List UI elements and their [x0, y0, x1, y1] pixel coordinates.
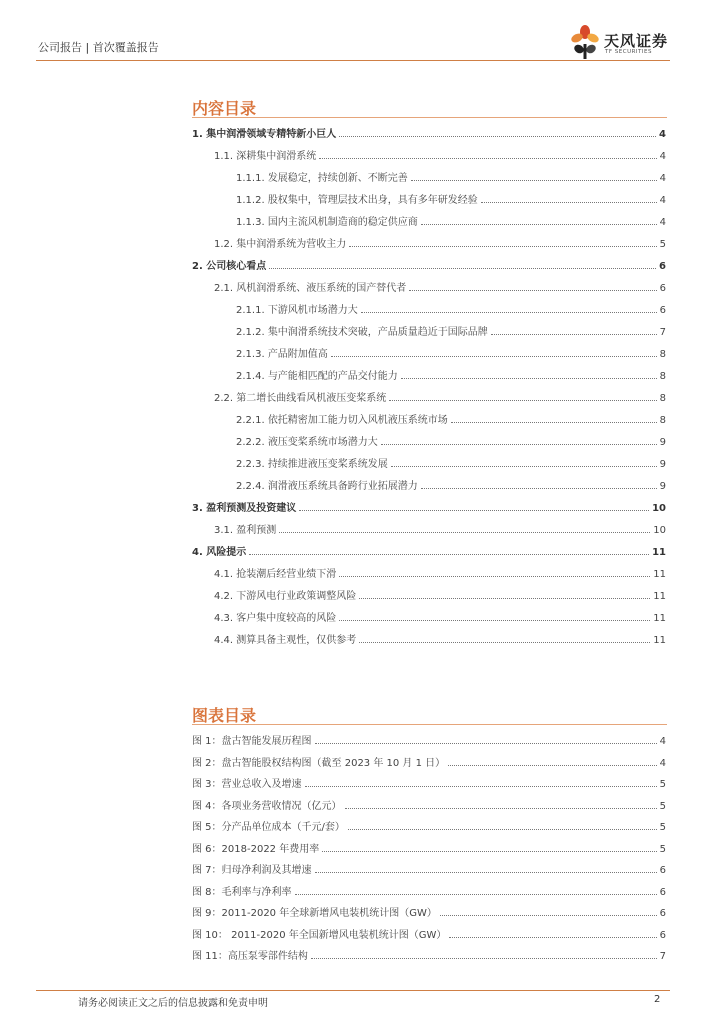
figure-leader-dots	[345, 808, 657, 809]
toc-item-page: 9	[659, 437, 666, 448]
toc-item-number: 2.1.3.	[236, 349, 265, 360]
toc-leader-dots	[381, 444, 657, 445]
toc-item-number: 2.2.1.	[236, 415, 265, 426]
toc-item[interactable]	[214, 562, 666, 580]
toc-item[interactable]	[214, 232, 666, 250]
toc-leader-dots	[331, 356, 657, 357]
figure-item-page: 6	[659, 908, 666, 919]
toc-item[interactable]	[214, 276, 666, 294]
toc-leader-dots	[359, 598, 650, 599]
figure-item[interactable]	[192, 751, 666, 769]
figure-item[interactable]	[192, 858, 666, 876]
company-logo	[568, 24, 678, 60]
figure-leader-dots	[348, 829, 657, 830]
toc-item[interactable]	[236, 364, 666, 382]
toc-item-page: 11	[653, 613, 666, 624]
toc-leader-dots	[421, 488, 657, 489]
toc-item-label	[236, 213, 418, 228]
toc-item-label	[236, 301, 358, 316]
toc-item-number: 3.	[192, 503, 203, 514]
toc-item-number: 2.1.1.	[236, 305, 265, 316]
figure-item[interactable]	[192, 837, 666, 855]
toc-item-number: 2.2.3.	[236, 459, 265, 470]
figure-item-text: 图 4：各项业务营收情况（亿元）	[192, 800, 342, 812]
toc-item-page: 8	[659, 371, 666, 382]
toc-item-page: 4	[659, 151, 666, 162]
toc-item-number: 2.2.2.	[236, 437, 265, 448]
header-divider	[36, 60, 670, 61]
toc-item[interactable]	[236, 188, 666, 206]
figure-item-page: 6	[659, 865, 666, 876]
figure-leader-dots	[315, 872, 657, 873]
toc-item-page: 4	[659, 129, 666, 140]
toc-item-number: 4.3.	[214, 613, 234, 624]
toc-item[interactable]	[236, 210, 666, 228]
toc-item-number: 4.4.	[214, 635, 234, 646]
toc-item[interactable]	[236, 430, 666, 448]
report-type-label: 公司报告 | 首次覆盖报告	[38, 41, 159, 54]
toc-item[interactable]	[192, 540, 666, 558]
toc-item-text: 与产能相匹配的产品交付能力	[267, 371, 398, 382]
toc-leader-dots	[339, 620, 650, 621]
toc-item-number: 4.	[192, 547, 203, 558]
toc-item-number: 2.1.	[214, 283, 234, 294]
page-number: 2	[654, 994, 661, 1005]
toc-item-number: 2.2.	[214, 393, 234, 404]
toc-item-label	[214, 609, 336, 624]
toc-item-label	[236, 169, 408, 184]
figure-item[interactable]	[192, 901, 666, 919]
figure-item-text: 图 10： 2011-2020 年全国新增风电装机统计图（GW）	[192, 929, 447, 941]
figures-title-rule	[192, 724, 667, 725]
toc-item-page: 7	[659, 327, 666, 338]
toc-title: 内容目录	[192, 99, 257, 118]
figure-item-text: 图 6：2018-2022 年费用率	[192, 843, 320, 855]
toc-leader-dots	[249, 554, 649, 555]
toc-item-page: 11	[653, 635, 666, 646]
toc-leader-dots	[491, 334, 657, 335]
toc-leader-dots	[451, 422, 657, 423]
toc-item-label	[236, 191, 478, 206]
toc-item-page: 4	[659, 217, 666, 228]
toc-leader-dots	[401, 378, 657, 379]
toc-item[interactable]	[236, 298, 666, 316]
toc-title-rule	[192, 117, 667, 118]
toc-item-text: 公司核心看点	[206, 261, 267, 272]
toc-leader-dots	[339, 576, 650, 577]
footer-divider	[36, 990, 670, 991]
toc-leader-dots	[279, 532, 650, 533]
toc-item-text: 盈利预测及投资建议	[206, 503, 297, 514]
toc-item-page: 10	[653, 525, 666, 536]
toc-item-text: 股权集中，管理层技术出身，具有多年研发经验	[267, 195, 478, 206]
logo-subtitle: TF SECURITIES	[605, 49, 652, 55]
toc-item[interactable]	[214, 518, 666, 536]
toc-item-label	[192, 125, 336, 140]
toc-leader-dots	[299, 510, 649, 511]
figure-item-page: 4	[659, 736, 666, 747]
toc-item-text: 下游风电行业政策调整风险	[236, 591, 357, 602]
toc-item-text: 产品附加值高	[267, 349, 328, 360]
toc-item-text: 集中润滑领域专精特新小巨人	[206, 129, 337, 140]
toc-item-page: 5	[659, 239, 666, 250]
toc-leader-dots	[481, 202, 657, 203]
toc-item-label	[192, 257, 266, 272]
toc-item-number: 1.	[192, 129, 203, 140]
toc-item-text: 第二增长曲线看风机液压变桨系统	[236, 393, 387, 404]
toc-item-number: 4.2.	[214, 591, 234, 602]
figure-leader-dots	[449, 937, 656, 938]
toc-item-label	[236, 433, 378, 448]
toc-item-label	[214, 279, 406, 294]
toc-item-label	[214, 235, 346, 250]
figure-item[interactable]	[192, 923, 666, 941]
toc-leader-dots	[411, 180, 657, 181]
toc-leader-dots	[391, 466, 657, 467]
toc-item-text: 风险提示	[206, 547, 247, 558]
toc-item-label	[214, 389, 386, 404]
toc-item-page: 10	[652, 503, 666, 514]
toc-item-label	[192, 499, 296, 514]
toc-item-number: 1.1.2.	[236, 195, 265, 206]
toc-item-text: 风机润滑系统、液压系统的国产替代者	[236, 283, 407, 294]
toc-item-number: 1.1.1.	[236, 173, 265, 184]
toc-item-number: 3.1.	[214, 525, 234, 536]
toc-item-number: 2.1.4.	[236, 371, 265, 382]
toc-item[interactable]	[214, 628, 666, 646]
toc-item-text: 发展稳定，持续创新、不断完善	[267, 173, 408, 184]
toc-item-page: 11	[653, 569, 666, 580]
figure-leader-dots	[311, 958, 657, 959]
toc-item[interactable]	[192, 496, 666, 514]
toc-item-page: 6	[659, 283, 666, 294]
figure-leader-dots	[305, 786, 657, 787]
toc-item-label	[214, 521, 276, 536]
toc-item-text: 深耕集中润滑系统	[236, 151, 317, 162]
toc-item-text: 测算具备主观性，仅供参考	[236, 635, 357, 646]
toc-item-text: 盈利预测	[236, 525, 277, 536]
toc-item-page: 8	[659, 393, 666, 404]
toc-item-page: 9	[659, 459, 666, 470]
toc-item-label	[214, 565, 336, 580]
toc-item[interactable]	[236, 474, 666, 492]
toc-item-label	[236, 323, 488, 338]
toc-item-label	[236, 345, 328, 360]
toc-item-text: 下游风机市场潜力大	[267, 305, 358, 316]
figure-item-text: 图 1：盘古智能发展历程图	[192, 736, 312, 747]
figure-leader-dots	[448, 765, 656, 766]
figure-item[interactable]	[192, 729, 666, 747]
toc-item-text: 润滑液压系统具备跨行业拓展潜力	[267, 481, 418, 492]
toc-item-label	[214, 631, 356, 646]
toc-item-label	[236, 477, 418, 492]
toc-item[interactable]	[236, 320, 666, 338]
figures-title: 图表目录	[192, 706, 257, 725]
figure-leader-dots	[315, 743, 657, 744]
toc-leader-dots	[359, 642, 650, 643]
figure-item-text: 图 9：2011-2020 年全球新增风电装机统计图（GW）	[192, 908, 437, 919]
toc-item-text: 集中润滑系统为营收主力	[236, 239, 347, 250]
toc-item-number: 2.1.2.	[236, 327, 265, 338]
figure-item[interactable]	[192, 815, 666, 833]
logo-name: 天风证券	[604, 32, 669, 50]
toc-leader-dots	[349, 246, 656, 247]
figure-leader-dots	[295, 894, 657, 895]
figure-item[interactable]	[192, 772, 666, 790]
toc-item-text: 客户集中度较高的风险	[236, 613, 337, 624]
toc-leader-dots	[361, 312, 657, 313]
toc-item-page: 11	[653, 591, 666, 602]
toc-item-text: 持续推进液压变桨系统发展	[267, 459, 388, 470]
toc-item-number: 2.2.4.	[236, 481, 265, 492]
toc-item-page: 4	[659, 195, 666, 206]
figure-item-page: 5	[659, 822, 666, 833]
toc-item[interactable]	[214, 144, 666, 162]
figure-item-text: 图 3：营业总收入及增速	[192, 779, 302, 790]
toc-item-label	[214, 587, 356, 602]
figure-item-text: 图 2：盘古智能股权结构图（截至 2023 年 10 月 1 日）	[192, 757, 446, 769]
flower-logo-icon	[568, 24, 602, 60]
figure-item-page: 5	[659, 800, 666, 812]
toc-item-number: 4.1.	[214, 569, 234, 580]
toc-item[interactable]	[192, 122, 666, 140]
toc-item[interactable]	[236, 408, 666, 426]
toc-item-number: 1.2.	[214, 239, 234, 250]
toc-leader-dots	[421, 224, 657, 225]
figure-item-page: 6	[659, 886, 666, 898]
figure-leader-dots	[322, 851, 656, 852]
toc-item-text: 国内主流风机制造商的稳定供应商	[267, 217, 418, 228]
toc-item-label	[236, 367, 398, 382]
toc-item-text: 依托精密加工能力切入风机液压系统市场	[267, 415, 448, 426]
toc-leader-dots	[409, 290, 656, 291]
figure-item-text: 图 11：高压泵零部件结构	[192, 951, 308, 962]
figure-item-text: 图 8：毛利率与净利率	[192, 886, 292, 898]
toc-item[interactable]	[214, 386, 666, 404]
toc-leader-dots	[319, 158, 656, 159]
toc-item-page: 4	[659, 173, 666, 184]
toc-leader-dots	[389, 400, 656, 401]
toc-item-page: 11	[652, 547, 666, 558]
toc-item-page: 6	[659, 305, 666, 316]
figure-item-text: 图 7：归母净利润及其增速	[192, 865, 312, 876]
toc-item-page: 8	[659, 349, 666, 360]
toc-item-label	[236, 455, 388, 470]
figure-item-page: 5	[659, 843, 666, 855]
figure-item[interactable]	[192, 880, 666, 898]
figure-item[interactable]	[192, 944, 666, 962]
toc-item[interactable]	[214, 606, 666, 624]
toc-item-text: 集中润滑系统技术突破，产品质量趋近于国际品牌	[267, 327, 488, 338]
toc-item[interactable]	[236, 166, 666, 184]
toc-item-page: 8	[659, 415, 666, 426]
toc-item-number: 1.1.	[214, 151, 234, 162]
toc-item[interactable]	[192, 254, 666, 272]
toc-item-label	[214, 147, 316, 162]
toc-leader-dots	[269, 268, 656, 269]
figure-item-text: 图 5：分产品单位成本（千元/套）	[192, 822, 345, 833]
toc-item-number: 2.	[192, 261, 203, 272]
toc-item-page: 6	[659, 261, 666, 272]
disclaimer-text: 请务必阅读正文之后的信息披露和免责申明	[78, 998, 268, 1009]
toc-item-number: 1.1.3.	[236, 217, 265, 228]
figure-leader-dots	[440, 915, 657, 916]
figure-item-page: 6	[659, 929, 666, 941]
toc-item-text: 液压变桨系统市场潜力大	[267, 437, 378, 448]
toc-item-label	[192, 543, 246, 558]
toc-item-page: 9	[659, 481, 666, 492]
figure-item-page: 5	[659, 779, 666, 790]
toc-item[interactable]	[214, 584, 666, 602]
toc-item[interactable]	[236, 342, 666, 360]
toc-leader-dots	[339, 136, 656, 137]
toc-item[interactable]	[236, 452, 666, 470]
toc-item-text: 抢装潮后经营业绩下滑	[236, 569, 337, 580]
figure-item[interactable]	[192, 794, 666, 812]
figure-item-page: 4	[659, 757, 666, 769]
toc-item-label	[236, 411, 448, 426]
figure-item-page: 7	[659, 951, 666, 962]
